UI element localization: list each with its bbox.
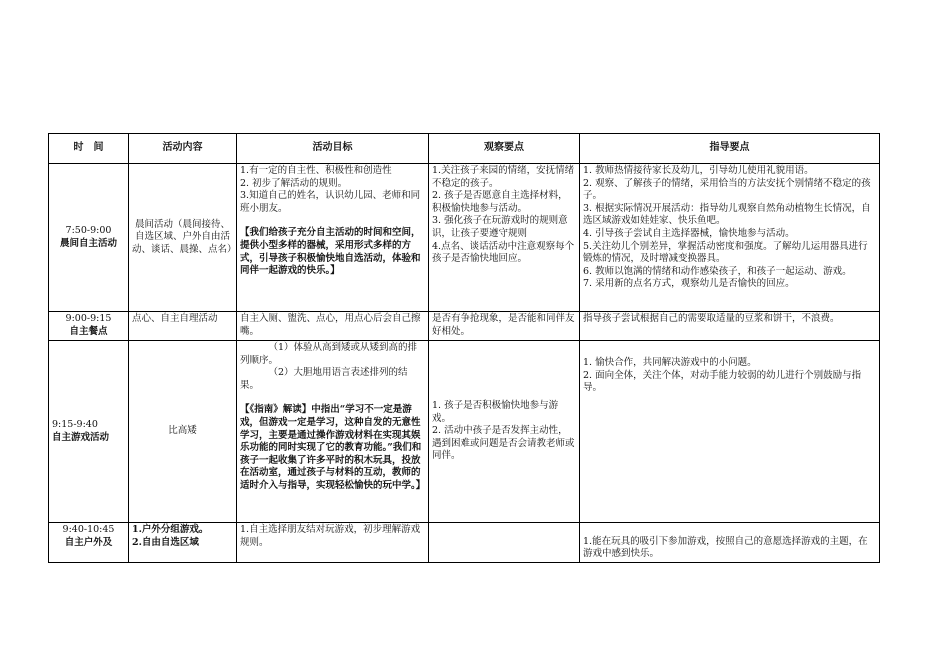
header-content: 活动内容 xyxy=(129,134,237,164)
table-row xyxy=(49,523,880,563)
guide-item: 1. 愉快合作，共同解决游戏中的小问题。 xyxy=(583,357,757,368)
observe-cell xyxy=(429,312,580,341)
activity-content: 1.户外分组游戏。 xyxy=(132,524,209,535)
table-row xyxy=(49,312,880,341)
content-cell xyxy=(129,164,237,312)
activity-content: 点心、自主自理活动 xyxy=(132,313,218,324)
activity-content: 比高矮 xyxy=(168,425,197,437)
time-cell xyxy=(49,164,129,312)
time-name: 自主餐点 xyxy=(69,326,108,337)
goal-note: 【《指南》解读】中指出“学习不一定是游戏，但游戏一定是学习，这种自发的无意性学习，主要是通过操作游戏材料在实现其娱乐功能的同时实现了它的教育功能。”我们和孩子一起收集了许多平时的积木玩具，投放在活动室，通过孩子与材料的互动，教师的适时介入与指导，实现轻松愉快的玩中学。】 xyxy=(240,404,426,491)
time-range: 7:50-9:00 xyxy=(65,224,112,236)
observe-item: 2. 活动中孩子是否发挥主动性，遇到困难或问题是否会请教老师或同伴。 xyxy=(432,425,575,462)
guide-item: 2. 面向全体，关注个体，对动手能力较弱的幼儿进行个别鼓励与指导。 xyxy=(583,369,862,394)
time-range: 9:00-9:15 xyxy=(65,313,112,325)
goal-item: 1.自主选择朋友结对玩游戏，初步理解游戏规则。 xyxy=(240,524,421,548)
time-name: 自主户外及 xyxy=(64,536,113,548)
guide-item: 5.关注幼儿个别差异，掌握活动密度和强度。了解幼儿运用器具进行锻炼的情况，及时增减变换器具。 xyxy=(583,240,868,265)
schedule-table xyxy=(48,133,880,563)
guide-cell xyxy=(580,523,880,563)
content-cell xyxy=(129,341,237,523)
observe-item: 1.关注孩子来园的情绪，安抚情绪不稳定的孩子。 xyxy=(432,165,575,189)
observe-cell xyxy=(429,164,580,312)
goal-item: 2. 初步了解活动的规则。 xyxy=(240,177,348,189)
header-observe: 观察要点 xyxy=(429,134,580,164)
content-cell xyxy=(129,312,237,341)
header-row xyxy=(49,134,880,164)
time-name: 晨间自主活动 xyxy=(59,237,117,249)
observe-item: 2. 孩子是否愿意自主选择材料，积极愉快地参与活动。 xyxy=(432,190,568,214)
goal-note: 【我们给孩子充分自主活动的时间和空间，提供小型多样的器械，采用形式多样的方式，引导孩子积极愉快地自选活动，体验和同伴一起游戏的快乐。】 xyxy=(240,227,421,277)
goals-cell xyxy=(237,341,429,523)
observe-item: 1. 孩子是否积极愉快地参与游戏。 xyxy=(432,400,559,424)
goals-cell xyxy=(237,523,429,563)
goals-cell xyxy=(237,312,429,341)
activity-content: 2.自由自选区域 xyxy=(132,536,199,548)
guide-item: 1. 教师热情接待家长及幼儿，引导幼儿使用礼貌用语。 xyxy=(583,165,814,176)
observe-item: 3. 强化孩子在玩游戏时的规则意识，让孩子要遵守规则 xyxy=(432,215,568,239)
time-cell xyxy=(49,523,129,563)
activity-content: 晨间活动（晨间接待、自选区域、户外自由活动、谈话、晨操、点名） xyxy=(132,218,237,255)
goal-item: （1）体验从高到矮或从矮到高的排列顺序。 xyxy=(240,342,418,366)
observe-cell xyxy=(429,341,580,523)
observe-item: 是否有争抢现象，是否能和同伴友好相处。 xyxy=(432,313,575,337)
guide-item: 7. 采用新的点名方式，观察幼儿是否愉快的回应。 xyxy=(583,278,795,290)
guide-item: 6. 教师以饱满的情绪和动作感染孩子，和孩子一起运动、游戏。 xyxy=(583,265,852,277)
header-goals: 活动目标 xyxy=(237,134,429,164)
observe-item: 4.点名、谈话活动中注意观察每个孩子是否愉快地回应。 xyxy=(432,240,575,265)
table-row xyxy=(49,341,880,523)
goal-item: 1.有一定的自主性、积极性和创造性 xyxy=(240,165,392,176)
header-time: 时 间 xyxy=(49,134,129,164)
time-name: 自主游戏活动 xyxy=(52,431,110,443)
time-range: 9:40-10:45 xyxy=(62,524,115,535)
guide-item: 4. 引导孩子尝试自主选择器械，愉快地参与活动。 xyxy=(583,227,795,239)
observe-cell xyxy=(429,523,580,563)
guide-item: 指导孩子尝试根据自己的需要取适量的豆浆和饼干，不浪费。 xyxy=(583,313,840,324)
goal-item: 3.知道自己的姓名，认识幼儿园、老师和同班小朋友。 xyxy=(240,190,421,214)
guide-item: 3. 根据实际情况开展活动：指导幼儿观察自然角动植物生长情况，自选区域游戏如娃娃家、快乐鱼吧。 xyxy=(583,202,871,227)
guide-cell xyxy=(580,312,880,341)
time-cell xyxy=(49,341,129,523)
time-cell xyxy=(49,312,129,341)
header-guide: 指导要点 xyxy=(580,134,880,164)
content-cell xyxy=(129,523,237,563)
time-range: 9:15-9:40 xyxy=(52,418,98,430)
guide-item: 2. 观察、了解孩子的情绪，采用恰当的方法安抚个别情绪不稳定的孩子。 xyxy=(583,177,871,202)
goal-item: 自主入厕、盥洗、点心，用点心后会自己擦嘴。 xyxy=(240,313,421,337)
table-row xyxy=(49,164,880,312)
guide-cell xyxy=(580,164,880,312)
goal-item: （2）大胆地用语言表述排列的结果。 xyxy=(240,367,408,391)
goals-cell xyxy=(237,164,429,312)
guide-item: 1.能在玩具的吸引下参加游戏，按照自己的意愿选择游戏的主题，在游戏中感到快乐。 xyxy=(583,535,868,560)
guide-cell xyxy=(580,341,880,523)
